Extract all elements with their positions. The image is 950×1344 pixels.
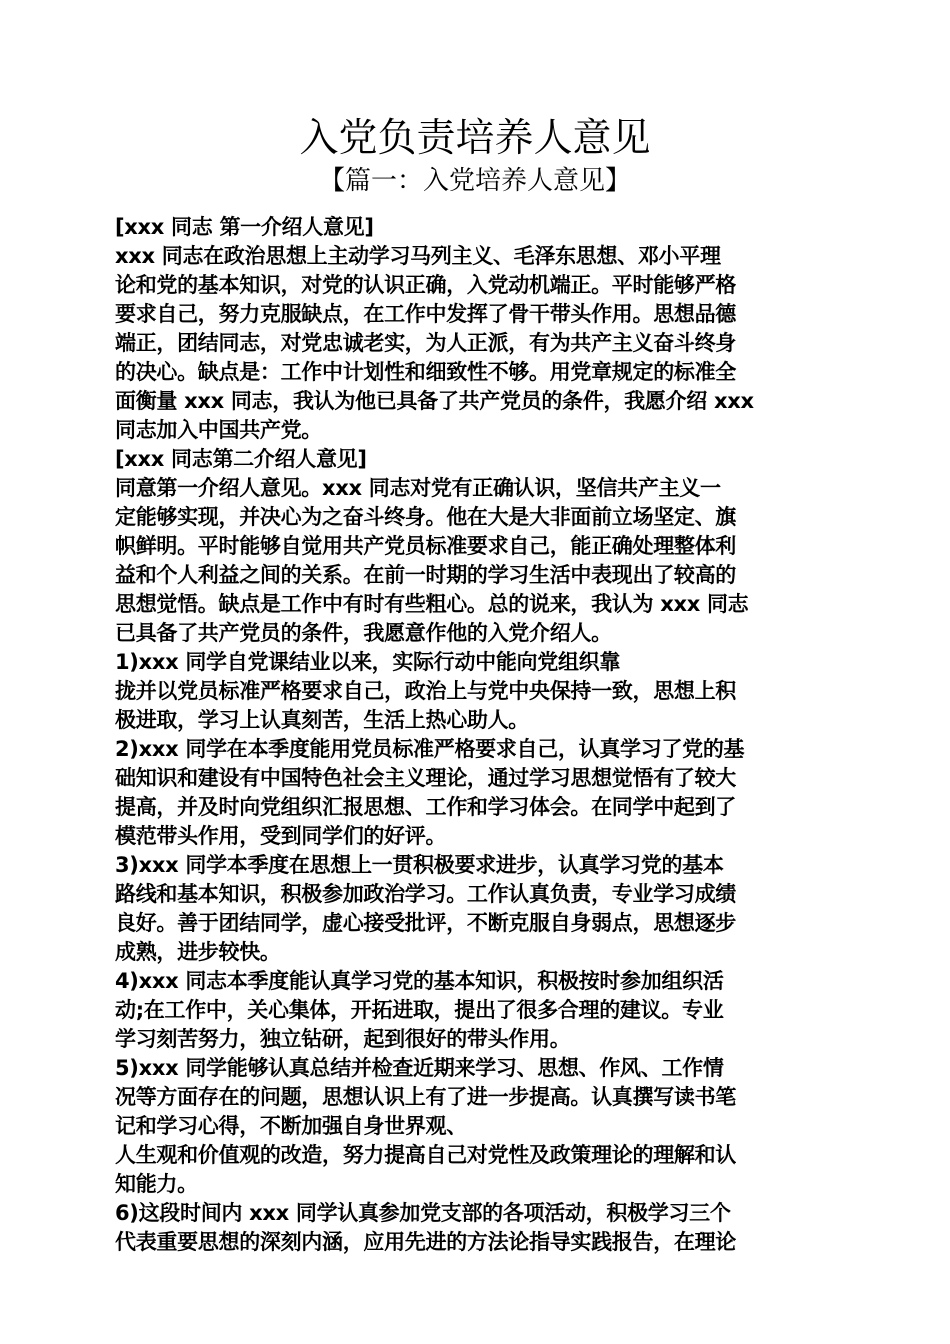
body-line: 记和学习心得，不断加强自身世界观、 (115, 1114, 467, 1138)
body-line: 动;在工作中，关心集体，开拓进取，提出了很多合理的建议。专业 (115, 998, 724, 1022)
body-line: 要求自己，努力克服缺点，在工作中发挥了骨干带头作用。思想品德 (115, 302, 736, 326)
body-line: [xxx 同志第二介绍人意见] (115, 447, 367, 471)
body-line: 的决心。缺点是：工作中计划性和细致性不够。用党章规定的标准全 (115, 360, 736, 384)
body-line: 益和个人利益之间的关系。在前一时期的学习生活中表现出了较高的 (115, 563, 736, 587)
body-line: xxx 同志在政治思想上主动学习马列主义、毛泽东思想、邓小平理 (115, 244, 721, 268)
body-line: 同志加入中国共产党。 (115, 418, 322, 442)
body-line: 况等方面存在的问题，思想认识上有了进一步提高。认真撰写读书笔 (115, 1085, 736, 1109)
body-line: 6)这段时间内 xxx 同学认真参加党支部的各项活动，积极学习三个 (115, 1201, 731, 1225)
body-line: 代表重要思想的深刻内涵，应用先进的方法论指导实践报告，在理论 (115, 1230, 736, 1254)
body-line: 提高，并及时向党组织汇报思想、工作和学习体会。在同学中起到了 (115, 795, 736, 819)
body-line: 5)xxx 同学能够认真总结并检查近期来学习、思想、作风、工作情 (115, 1056, 724, 1080)
body-line: 极进取，学习上认真刻苦，生活上热心助人。 (115, 708, 529, 732)
body-line: 路线和基本知识，积极参加政治学习。工作认真负责，专业学习成绩 (115, 882, 736, 906)
body-line: 帜鲜明。平时能够自觉用共产党员标准要求自己，能正确处理整体利 (115, 534, 736, 558)
body-line: 2)xxx 同学在本季度能用党员标准严格要求自己，认真学习了党的基 (115, 737, 745, 761)
body-line: 人生观和价值观的改造，努力提高自己对党性及政策理论的理解和认 (115, 1143, 736, 1167)
document-subtitle: 【篇一：入党培养人意见】 (318, 166, 631, 196)
body-line: 础知识和建设有中国特色社会主义理论，通过学习思想觉悟有了较大 (115, 766, 736, 790)
body-line: 成熟，进步较快。 (115, 940, 281, 964)
body-line: [xxx 同志 第一介绍人意见] (115, 215, 374, 239)
body-line: 拢并以党员标准严格要求自己，政治上与党中央保持一致，思想上积 (115, 679, 736, 703)
body-line: 已具备了共产党员的条件，我愿意作他的入党介绍人。 (115, 621, 612, 645)
document-title: 入党负责培养人意见 (299, 116, 651, 161)
body-line: 学习刻苦努力，独立钻研，起到很好的带头作用。 (115, 1027, 571, 1051)
body-line: 良好。善于团结同学，虚心接受批评，不断克服自身弱点，思想逐步 (115, 911, 736, 935)
body-line: 3)xxx 同学本季度在思想上一贯积极要求进步，认真学习党的基本 (115, 853, 724, 877)
document-body (115, 213, 837, 1257)
body-line: 1)xxx 同学自党课结业以来，实际行动中能向党组织靠 (115, 650, 621, 674)
body-line: 知能力。 (115, 1172, 198, 1196)
body-line: 模范带头作用，受到同学们的好评。 (115, 824, 447, 848)
body-line: 端正，团结同志，对党忠诚老实，为人正派，有为共产主义奋斗终身 (115, 331, 736, 355)
body-line: 同意第一介绍人意见。xxx 同志对党有正确认识，坚信共产主义一 (115, 476, 721, 500)
body-line: 4)xxx 同志本季度能认真学习党的基本知识，积极按时参加组织活 (115, 969, 724, 993)
body-line: 论和党的基本知识，对党的认识正确，入党动机端正。平时能够严格 (115, 273, 736, 297)
body-line: 定能够实现，并决心为之奋斗终身。他在大是大非面前立场坚定、旗 (115, 505, 736, 529)
body-line: 面衡量 xxx 同志，我认为他已具备了共产党员的条件，我愿介绍 xxx (115, 389, 754, 413)
body-line: 思想觉悟。缺点是工作中有时有些粗心。总的说来，我认为 xxx 同志 (115, 592, 749, 616)
